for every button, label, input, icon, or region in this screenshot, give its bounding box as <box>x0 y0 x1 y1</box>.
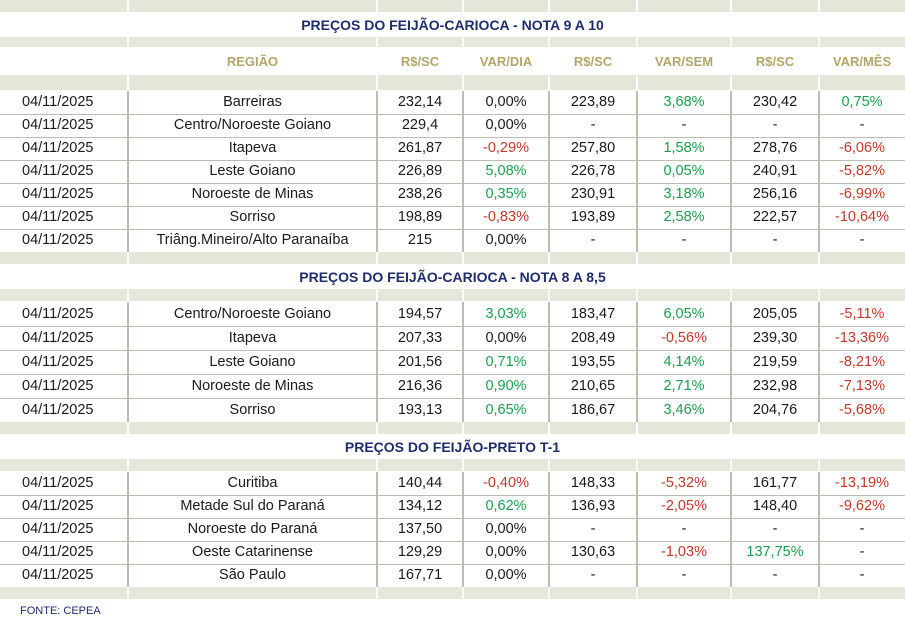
row-value: - <box>772 567 778 583</box>
separator-stripe <box>0 0 905 12</box>
row-value: - <box>590 117 596 133</box>
row-value: 6,05% <box>663 306 705 322</box>
column-divider <box>548 422 550 434</box>
row-value: 205,05 <box>752 306 798 322</box>
column-divider <box>730 422 732 434</box>
row-value: 193,89 <box>570 209 616 225</box>
column-divider <box>548 75 550 90</box>
row-value: 136,93 <box>570 498 616 514</box>
row-value: 0,00% <box>485 567 527 583</box>
column-divider <box>636 75 638 90</box>
separator-stripe <box>0 289 905 301</box>
row-region: Metade Sul do Paraná <box>180 498 325 514</box>
row-value: - <box>681 521 687 537</box>
row-value: 226,78 <box>570 163 616 179</box>
row-value: 0,75% <box>841 94 883 110</box>
column-divider <box>818 459 820 471</box>
column-divider <box>636 37 638 47</box>
separator-stripe <box>0 587 905 599</box>
column-divider <box>376 0 378 12</box>
row-value: 137,50 <box>397 521 443 537</box>
row-value: -1,03% <box>661 544 707 560</box>
row-value: - <box>681 117 687 133</box>
row-date: 04/11/2025 <box>22 567 94 583</box>
column-divider <box>548 587 550 599</box>
row-value: 261,87 <box>397 140 443 156</box>
row-date: 04/11/2025 <box>22 306 94 322</box>
row-date: 04/11/2025 <box>22 186 94 202</box>
row-region: Noroeste do Paraná <box>187 521 318 537</box>
row-value: 232,98 <box>752 378 798 394</box>
row-value: 230,42 <box>752 94 798 110</box>
row-value: - <box>859 544 865 560</box>
row-region: Sorriso <box>229 209 276 225</box>
column-header: VAR/SEM <box>654 54 714 69</box>
column-divider <box>636 459 638 471</box>
row-value: 193,55 <box>570 354 616 370</box>
column-divider <box>376 587 378 599</box>
column-divider <box>376 289 378 301</box>
row-region: Leste Goiano <box>209 163 296 179</box>
column-divider <box>462 75 464 90</box>
row-value: - <box>590 232 596 248</box>
row-value: - <box>859 521 865 537</box>
row-value: 5,08% <box>485 163 527 179</box>
row-value: 222,57 <box>752 209 798 225</box>
row-value: 226,89 <box>397 163 443 179</box>
row-value: -5,68% <box>839 402 885 418</box>
row-value: 2,58% <box>663 209 705 225</box>
row-value: 239,30 <box>752 330 798 346</box>
row-value: 3,68% <box>663 94 705 110</box>
column-divider <box>730 37 732 47</box>
column-divider <box>127 587 129 599</box>
column-divider <box>636 422 638 434</box>
row-value: - <box>590 567 596 583</box>
separator-stripe <box>0 37 905 47</box>
column-header: VAR/MÊS <box>832 54 892 69</box>
column-divider <box>548 37 550 47</box>
row-value: 256,16 <box>752 186 798 202</box>
row-value: 230,91 <box>570 186 616 202</box>
row-region: Noroeste de Minas <box>191 378 314 394</box>
row-value: 238,26 <box>397 186 443 202</box>
row-value: 208,49 <box>570 330 616 346</box>
row-value: 0,90% <box>485 378 527 394</box>
column-divider <box>462 289 464 301</box>
row-value: 193,13 <box>397 402 443 418</box>
row-value: 223,89 <box>570 94 616 110</box>
column-divider <box>462 587 464 599</box>
column-divider <box>818 289 820 301</box>
column-divider <box>127 422 129 434</box>
column-divider <box>548 252 550 264</box>
row-value: -10,64% <box>834 209 889 225</box>
row-value: - <box>772 521 778 537</box>
row-date: 04/11/2025 <box>22 117 94 133</box>
source-note: FONTE: CEPEA <box>20 605 101 617</box>
separator-stripe <box>0 252 905 264</box>
row-date: 04/11/2025 <box>22 232 94 248</box>
row-region: Itapeva <box>228 140 277 156</box>
row-value: 0,05% <box>663 163 705 179</box>
column-divider <box>127 0 129 12</box>
row-value: 278,76 <box>752 140 798 156</box>
row-value: 0,00% <box>485 232 527 248</box>
row-value: 232,14 <box>397 94 443 110</box>
row-region: Oeste Catarinense <box>192 544 313 560</box>
row-value: 161,77 <box>752 475 798 491</box>
row-value: -5,82% <box>839 163 885 179</box>
row-value: 3,18% <box>663 186 705 202</box>
column-divider <box>548 0 550 12</box>
column-divider <box>730 459 732 471</box>
row-value: - <box>681 232 687 248</box>
row-value: 210,65 <box>570 378 616 394</box>
row-value: 3,03% <box>485 306 527 322</box>
row-value: 0,71% <box>485 354 527 370</box>
row-value: - <box>681 567 687 583</box>
column-divider <box>462 422 464 434</box>
column-divider <box>376 75 378 90</box>
section-title: PREÇOS DO FEIJÃO-CARIOCA - NOTA 9 A 10 <box>301 17 604 33</box>
row-value: 4,14% <box>663 354 705 370</box>
column-header: R$/SC <box>400 54 440 69</box>
row-region: Itapeva <box>228 330 277 346</box>
row-value: 257,80 <box>570 140 616 156</box>
column-divider <box>462 0 464 12</box>
row-value: 215 <box>407 232 433 248</box>
row-value: 3,46% <box>663 402 705 418</box>
row-value: 148,33 <box>570 475 616 491</box>
column-divider <box>376 422 378 434</box>
column-divider <box>127 459 129 471</box>
column-divider <box>730 289 732 301</box>
column-divider <box>548 459 550 471</box>
row-value: -0,83% <box>483 209 529 225</box>
row-value: -0,29% <box>483 140 529 156</box>
row-value: -0,40% <box>483 475 529 491</box>
row-value: 219,59 <box>752 354 798 370</box>
row-value: 130,63 <box>570 544 616 560</box>
row-value: 148,40 <box>752 498 798 514</box>
column-divider <box>818 422 820 434</box>
row-value: -2,05% <box>661 498 707 514</box>
row-value: 134,12 <box>397 498 443 514</box>
column-divider <box>730 252 732 264</box>
row-region: Triâng.Mineiro/Alto Paranaíba <box>156 232 349 248</box>
row-value: 194,57 <box>397 306 443 322</box>
row-value: 0,65% <box>485 402 527 418</box>
column-divider <box>730 0 732 12</box>
row-value: 0,00% <box>485 521 527 537</box>
section-title: PREÇOS DO FEIJÃO-PRETO T-1 <box>344 439 561 455</box>
row-region: Leste Goiano <box>209 354 296 370</box>
section-title: PREÇOS DO FEIJÃO-CARIOCA - NOTA 8 A 8,5 <box>299 269 606 285</box>
row-value: -5,32% <box>661 475 707 491</box>
row-date: 04/11/2025 <box>22 521 94 537</box>
row-region: Centro/Noroeste Goiano <box>173 306 332 322</box>
column-divider <box>818 0 820 12</box>
column-divider <box>462 459 464 471</box>
row-value: -13,19% <box>834 475 889 491</box>
row-date: 04/11/2025 <box>22 475 94 491</box>
column-divider <box>818 252 820 264</box>
row-region: Noroeste de Minas <box>191 186 314 202</box>
column-divider <box>730 587 732 599</box>
row-date: 04/11/2025 <box>22 544 94 560</box>
column-divider <box>127 252 129 264</box>
row-date: 04/11/2025 <box>22 378 94 394</box>
column-divider <box>548 289 550 301</box>
column-divider <box>376 459 378 471</box>
column-divider <box>376 37 378 47</box>
row-value: 0,00% <box>485 330 527 346</box>
row-value: 140,44 <box>397 475 443 491</box>
column-header: R$/SC <box>573 54 613 69</box>
column-divider <box>462 37 464 47</box>
column-divider <box>127 289 129 301</box>
row-value: -8,21% <box>839 354 885 370</box>
column-divider <box>818 75 820 90</box>
row-value: 216,36 <box>397 378 443 394</box>
column-divider <box>818 37 820 47</box>
row-value: -0,56% <box>661 330 707 346</box>
row-date: 04/11/2025 <box>22 330 94 346</box>
row-value: 240,91 <box>752 163 798 179</box>
row-value: - <box>859 567 865 583</box>
row-value: 186,67 <box>570 402 616 418</box>
row-value: 0,00% <box>485 94 527 110</box>
separator-stripe <box>0 422 905 434</box>
column-divider <box>818 587 820 599</box>
row-region: Curitiba <box>227 475 278 491</box>
row-value: - <box>772 117 778 133</box>
row-value: 0,62% <box>485 498 527 514</box>
row-value: 2,71% <box>663 378 705 394</box>
row-value: - <box>772 232 778 248</box>
column-divider <box>127 37 129 47</box>
row-date: 04/11/2025 <box>22 354 94 370</box>
row-value: -13,36% <box>834 330 889 346</box>
row-region: São Paulo <box>219 567 286 583</box>
row-value: 0,00% <box>485 117 527 133</box>
row-value: -5,11% <box>839 306 885 322</box>
row-value: 129,29 <box>397 544 443 560</box>
row-value: -6,99% <box>839 186 885 202</box>
row-date: 04/11/2025 <box>22 140 94 156</box>
row-value: - <box>859 117 865 133</box>
column-header-region: REGIÃO <box>226 54 279 69</box>
row-value: 0,35% <box>485 186 527 202</box>
column-header: VAR/DIA <box>479 54 533 69</box>
row-date: 04/11/2025 <box>22 163 94 179</box>
row-value: 207,33 <box>397 330 443 346</box>
column-divider <box>376 252 378 264</box>
row-value: - <box>590 521 596 537</box>
separator-stripe <box>0 459 905 471</box>
row-date: 04/11/2025 <box>22 402 94 418</box>
row-value: 183,47 <box>570 306 616 322</box>
row-value: -9,62% <box>839 498 885 514</box>
row-value: -6,06% <box>839 140 885 156</box>
column-divider <box>636 0 638 12</box>
column-divider <box>636 252 638 264</box>
column-divider <box>462 252 464 264</box>
column-divider <box>636 289 638 301</box>
row-date: 04/11/2025 <box>22 94 94 110</box>
row-value: 201,56 <box>397 354 443 370</box>
row-value: 1,58% <box>663 140 705 156</box>
row-value: - <box>859 232 865 248</box>
row-date: 04/11/2025 <box>22 209 94 225</box>
row-region: Sorriso <box>229 402 276 418</box>
column-divider <box>730 75 732 90</box>
column-divider <box>127 75 129 90</box>
row-date: 04/11/2025 <box>22 498 94 514</box>
row-region: Barreiras <box>223 94 282 110</box>
row-value: 167,71 <box>397 567 443 583</box>
separator-stripe <box>0 75 905 90</box>
row-value: 229,4 <box>401 117 439 133</box>
row-value: -7,13% <box>839 378 885 394</box>
row-value: 0,00% <box>485 544 527 560</box>
row-region: Centro/Noroeste Goiano <box>173 117 332 133</box>
row-value: 198,89 <box>397 209 443 225</box>
row-value: 137,75% <box>746 544 804 560</box>
row-value: 204,76 <box>752 402 798 418</box>
column-divider <box>636 587 638 599</box>
column-header: R$/SC <box>755 54 795 69</box>
